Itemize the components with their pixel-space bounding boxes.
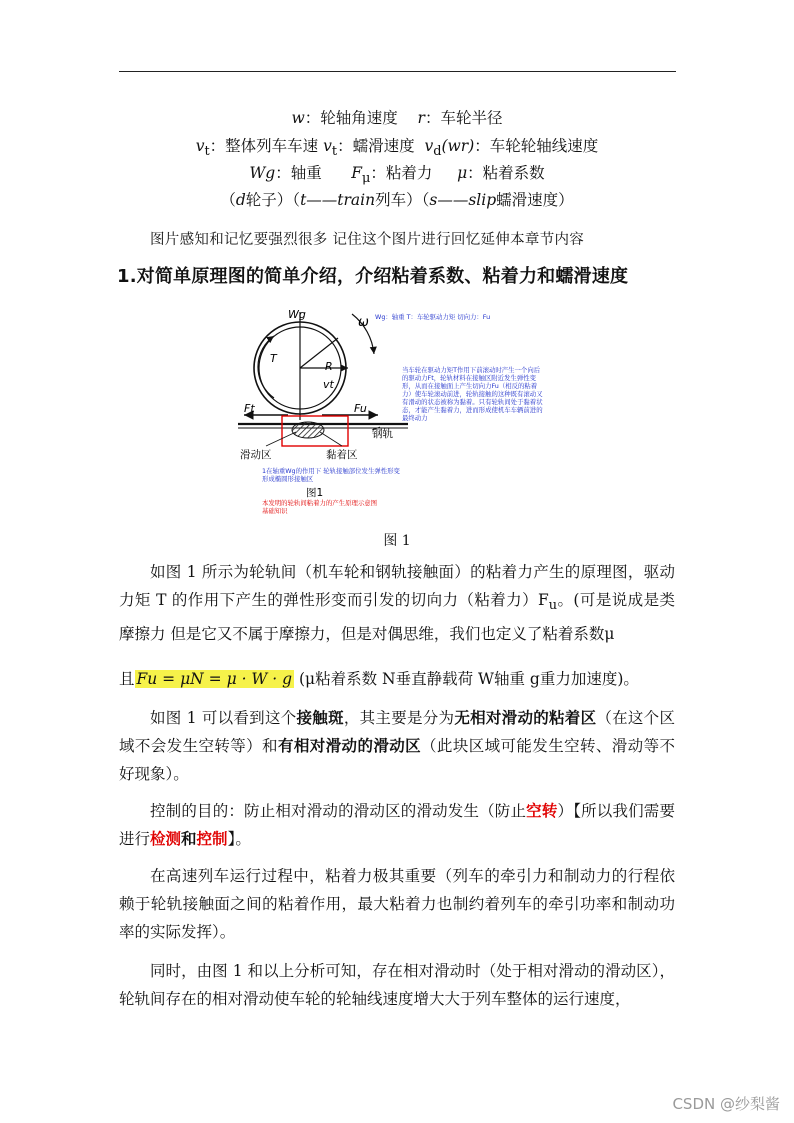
section-title: 1.对简单原理图的简单介绍，介绍粘着系数、粘着力和蠕滑速度	[117, 266, 629, 287]
paragraph-4: 控制的目的：防止相对滑动的滑动区的滑动发生（防止空转）【所以我们需要进行检测和控制】。	[119, 802, 675, 848]
red-note	[262, 498, 377, 515]
var-line-1: w：轮轴角速度 r：车轮半径	[291, 109, 503, 127]
label-R: R	[325, 360, 333, 373]
label-rail: 钢轨	[372, 428, 393, 440]
svg-text:本发明的轮轨间粘着力的产生原理示意图: 本发明的轮轨间粘着力的产生原理示意图	[262, 499, 378, 507]
label-wg: Wg	[288, 308, 306, 321]
var-line-3: Wg：轴重 $F_\mu$：粘着力 μ：粘着系数	[249, 164, 545, 187]
blue-note-right	[402, 365, 543, 422]
paragraph-6: 同时，由图 1 和以上分析可知，存在相对滑动时（处于相对滑动的滑动区），轮轨间存在的相对滑动使车轮的轮轴线速度增大大于列车整体的运行速度，	[119, 962, 675, 1008]
svg-text:最终动力: 最终动力	[402, 414, 428, 422]
paragraph-1: 如图 1 所示为轮轨间（机车轮和钢轨接触面）的粘着力产生的原理图，驱动力矩 T 的作用下产生的弹性形变而引发的切向力（粘着力）$F_u$。(可是说成是类摩擦力 但是它又不属于摩擦力，但是对偶思维，我们也定义了粘着系数μ	[119, 563, 675, 644]
header-rule	[119, 71, 676, 72]
csdn-watermark: CSDN @纱梨酱	[672, 1095, 780, 1113]
stick-leader	[320, 432, 342, 446]
var-line-2: $v_t$：整体列车车速 $v_t$：蠕滑速度 $v_d(wr)$：车轮轮轴线速度	[195, 137, 599, 160]
memory-note: 图片感知和记忆要强烈很多 记住这个图片进行回忆延伸本章节内容	[150, 232, 585, 248]
paragraph-2: 且 Fu = μN = μ · W · g (μ粘着系数 N垂直静载荷 W轴重 g重力加速度)。	[119, 670, 639, 688]
label-vt: vt	[323, 378, 334, 391]
label-ft: Ft	[244, 402, 255, 415]
paragraph-3: 如图 1 可以看到这个接触斑，其主要是分为无相对滑动的粘着区（在这个区域不会发生空转等）和有相对滑动的滑动区（此块区域可能发生空转、滑动等不好现象）。	[119, 709, 675, 783]
svg-text:当车轮在驱动力矩T作用下前滚动时产生一个向后: 当车轮在驱动力矩T作用下前滚动时产生一个向后	[402, 366, 541, 374]
blue-note-bottom	[262, 466, 401, 483]
label-omega: ω	[358, 315, 369, 330]
svg-text:1在轴重Wg的作用下 轮轨接触部位发生弹性形变: 1在轴重Wg的作用下 轮轨接触部位发生弹性形变	[262, 467, 400, 475]
svg-text:形成椭圆形接触区: 形成椭圆形接触区	[262, 475, 314, 483]
label-stick-zone: 黏着区	[326, 449, 358, 461]
contact-patch	[292, 422, 324, 438]
figure-caption: 图 1	[383, 533, 411, 549]
formula-highlight: Fu = μN = μ · W · g	[136, 670, 293, 688]
slip-leader	[266, 432, 296, 446]
svg-text:的驱动力Ft，轮轨材料在接触区附近发生弹性变: 的驱动力Ft，轮轨材料在接触区附近发生弹性变	[402, 374, 536, 382]
svg-text:力）使车轮滚动前进，轮轨接触的这种既有滚动又: 力）使车轮滚动前进，轮轨接触的这种既有滚动又	[402, 390, 543, 398]
var-line-4: （d轮子）（t——train列车）（s——slip蠕滑速度）	[220, 191, 574, 209]
wheel-rail-figure	[230, 300, 610, 522]
svg-text:有滑动的状态被称为黏着。只有轮轨间处于黏着状: 有滑动的状态被称为黏着。只有轮轨间处于黏着状	[402, 398, 543, 406]
paragraph-5: 在高速列车运行过程中，粘着力极其重要（列车的牵引力和制动力的行程依赖于轮轨接触面之间的粘着作用，最大粘着力也制约着列车的牵引功率和制动功率的实际发挥）。	[119, 867, 675, 941]
label-fu: Fu	[354, 402, 367, 415]
label-slip-zone: 滑动区	[240, 449, 272, 461]
label-fig1-inner: 图1	[306, 487, 324, 499]
svg-text:基础知识: 基础知识	[262, 507, 288, 515]
label-T: T	[270, 352, 277, 365]
blue-note-top: Wg：轴重 T：车轮驱动力矩 切向力：Fu	[375, 313, 491, 321]
svg-text:态，才能产生黏着力，进而形成使机车车辆前进的: 态，才能产生黏着力，进而形成使机车车辆前进的	[402, 406, 543, 414]
svg-text:形，从而在接触面上产生切向力Fu（相反的粘着: 形，从而在接触面上产生切向力Fu（相反的粘着	[402, 382, 538, 390]
